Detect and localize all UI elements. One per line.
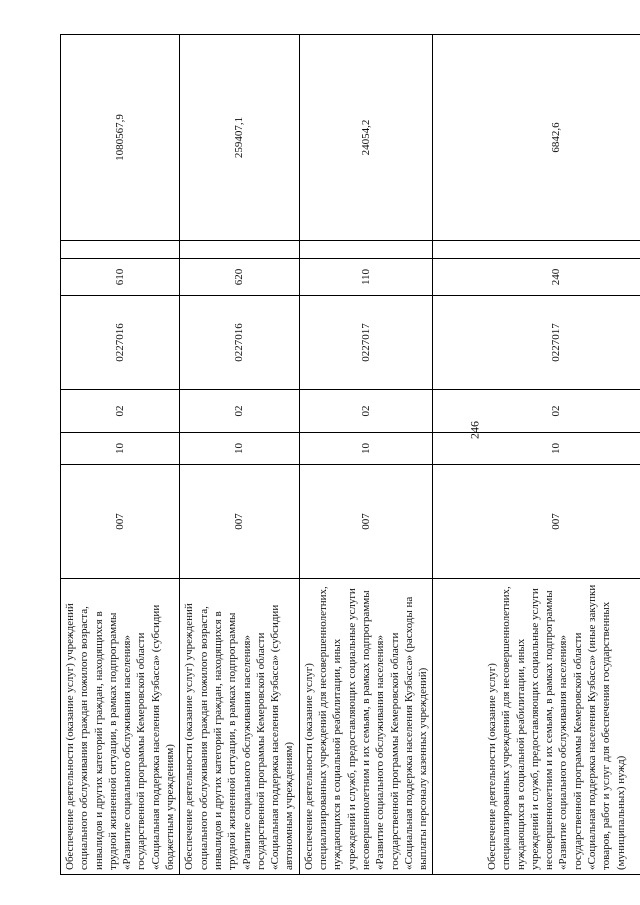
row-description: Обеспечение деятельности (оказание услуг) специализированных учреждений для несовершеннолетних, нуждающихся в социальной реабилитации, иных учреждений и служб, предоставляющих социальные услуги несовершеннолетним и их семьям, в рамках подпрограммы «Развитие социального обслуживания населения» государственной программы Кемеровской области «Социальная поддержка населения Кузбасса» (иные закупки товаров, работ и услуг для обеспечения государственных (муниципальных) нужд) xyxy=(433,579,640,875)
budget-table-wrapper xyxy=(60,35,639,875)
target-article-code: 0227016 xyxy=(180,296,299,390)
section-code: 10 xyxy=(299,433,433,465)
table-row xyxy=(61,35,180,875)
expense-type-code: 620 xyxy=(180,259,299,296)
section-code: 10 xyxy=(433,433,640,465)
page-number: 246 xyxy=(467,421,482,439)
table-row xyxy=(180,35,299,875)
amount-cell: 259407,1 xyxy=(180,35,299,241)
empty-cell xyxy=(433,241,640,259)
ministry-code: 007 xyxy=(433,465,640,579)
section-code: 10 xyxy=(180,433,299,465)
amount-cell: 6842,6 xyxy=(433,35,640,241)
subsection-code: 02 xyxy=(433,390,640,433)
ministry-code: 007 xyxy=(61,465,180,579)
expense-type-code: 610 xyxy=(61,259,180,296)
table-row xyxy=(433,35,640,875)
amount-cell: 24054,2 xyxy=(299,35,433,241)
empty-cell xyxy=(299,241,433,259)
row-description: Обеспечение деятельности (оказание услуг) учреждений социального обслуживания граждан пожилого возраста, инвалидов и других категорий граждан, находящихся в трудной жизненной ситуации, в рамках подпрограммы «Развитие социального обслуживания населения» государственной программы Кемеровской области «Социальная поддержка населения Кузбасса» (субсидии бюджетным учреждениям) xyxy=(61,579,180,875)
target-article-code: 0227016 xyxy=(61,296,180,390)
budget-table xyxy=(60,34,640,875)
target-article-code: 0227017 xyxy=(433,296,640,390)
section-code: 10 xyxy=(61,433,180,465)
expense-type-code: 110 xyxy=(299,259,433,296)
expense-type-code: 240 xyxy=(433,259,640,296)
table-row xyxy=(299,35,433,875)
amount-cell: 1080567,9 xyxy=(61,35,180,241)
empty-cell xyxy=(61,241,180,259)
empty-cell xyxy=(180,241,299,259)
row-description: Обеспечение деятельности (оказание услуг) учреждений социального обслуживания граждан пожилого возраста, инвалидов и других категорий граждан, находящихся в трудной жизненной ситуации, в рамках подпрограммы «Развитие социального обслуживания населения» государственной программы Кемеровской области «Социальная поддержка населения Кузбасса» (субсидии автономным учреждениям) xyxy=(180,579,299,875)
ministry-code: 007 xyxy=(299,465,433,579)
ministry-code: 007 xyxy=(180,465,299,579)
subsection-code: 02 xyxy=(61,390,180,433)
row-description: Обеспечение деятельности (оказание услуг) специализированных учреждений для несовершеннолетних, нуждающихся в социальной реабилитации, иных учреждений и служб, предоставляющих социальные услуги несовершеннолетним и их семьям, в рамках подпрограммы «Развитие социального обслуживания населения» государственной программы Кемеровской области «Социальная поддержка населения Кузбасса» (расходы на выплаты персоналу казенных учреждений) xyxy=(299,579,433,875)
subsection-code: 02 xyxy=(299,390,433,433)
target-article-code: 0227017 xyxy=(299,296,433,390)
subsection-code: 02 xyxy=(180,390,299,433)
